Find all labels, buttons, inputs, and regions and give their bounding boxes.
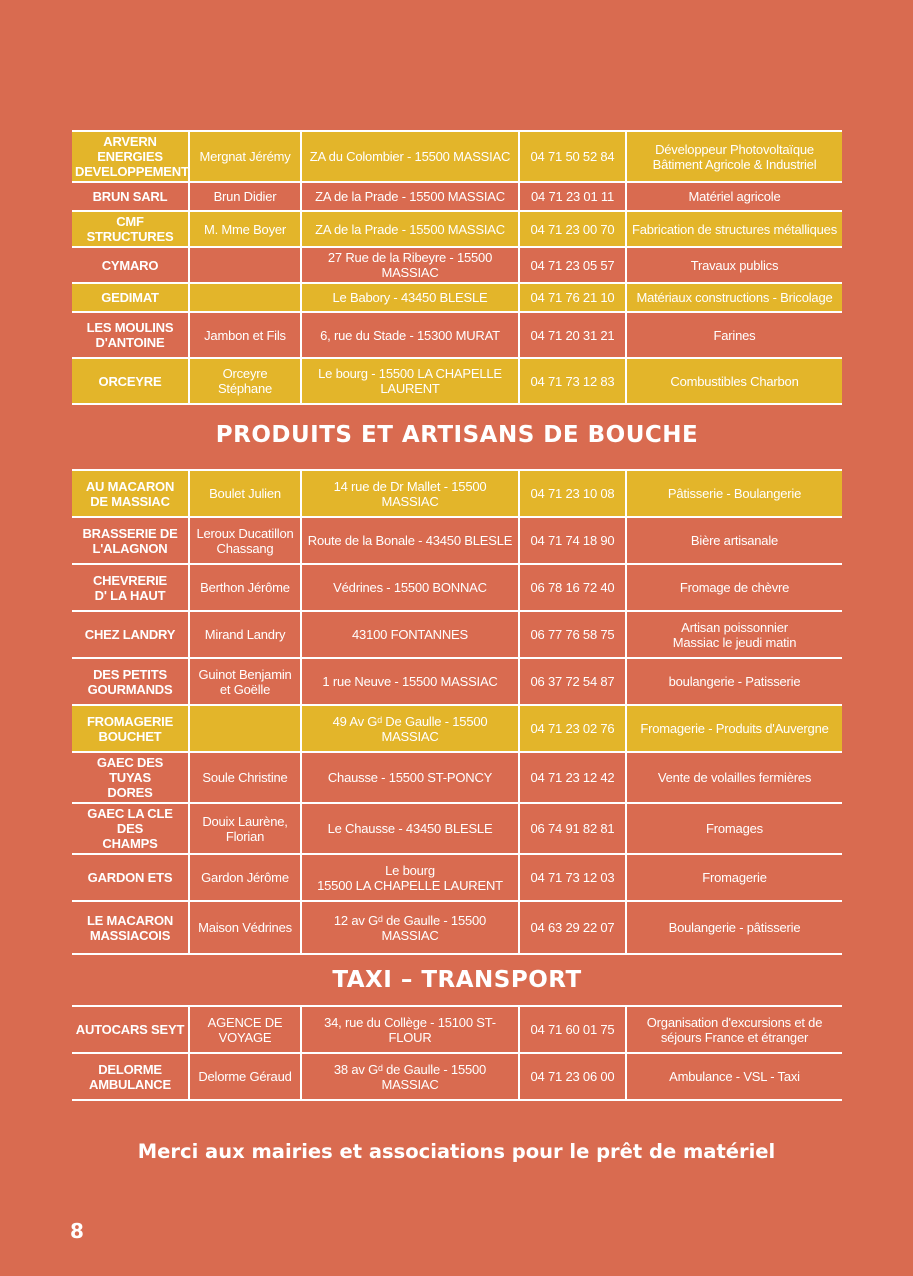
company-name-cell: BRUN SARL: [72, 182, 189, 211]
phone-number-cell: 04 71 23 05 57: [519, 247, 626, 283]
address-cell: Védrines - 15500 BONNAC: [301, 564, 519, 611]
table-row: [72, 470, 842, 517]
company-name-cell: ORCEYRE: [72, 358, 189, 404]
address-cell: ZA de la Prade - 15500 MASSIAC: [301, 182, 519, 211]
company-name-cell: GARDON ETS: [72, 854, 189, 901]
address-cell: Le bourg 15500 LA CHAPELLE LAURENT: [301, 854, 519, 901]
directory-table-produits-bouche: [72, 469, 842, 955]
company-name-cell: GEDIMAT: [72, 283, 189, 312]
contact-name-cell: Soule Christine: [189, 752, 301, 803]
phone-number-cell: 04 71 60 01 75: [519, 1006, 626, 1053]
activity-cell: Matériaux constructions - Bricolage: [626, 283, 842, 312]
activity-cell: Bière artisanale: [626, 517, 842, 564]
company-name-cell: GAEC LA CLE DES CHAMPS: [72, 803, 189, 854]
activity-cell: Fromage de chèvre: [626, 564, 842, 611]
contact-name-cell: M. Mme Boyer: [189, 211, 301, 247]
thanks-message: Merci aux mairies et associations pour le prêt de matériel: [137, 1140, 776, 1163]
section-title-taxi-transport: TAXI – TRANSPORT: [332, 967, 582, 993]
company-name-cell: FROMAGERIE BOUCHET: [72, 705, 189, 752]
contact-name-cell: Berthon Jérôme: [189, 564, 301, 611]
directory-table-industry: [72, 130, 842, 405]
table-row: [72, 1053, 842, 1100]
contact-name-cell: Maison Védrines: [189, 901, 301, 954]
company-name-cell: GAEC DES TUYAS DORES: [72, 752, 189, 803]
phone-number-cell: 04 71 74 18 90: [519, 517, 626, 564]
address-cell: Le bourg - 15500 LA CHAPELLE LAURENT: [301, 358, 519, 404]
table-row: [72, 803, 842, 854]
directory-sheet: [72, 130, 842, 1101]
phone-number-cell: 04 71 23 06 00: [519, 1053, 626, 1100]
table-row: [72, 901, 842, 954]
company-name-cell: LE MACARON MASSIACOIS: [72, 901, 189, 954]
directory-table-taxi-transport: [72, 1005, 842, 1101]
section-title-produits-bouche: PRODUITS ET ARTISANS DE BOUCHE: [215, 422, 699, 448]
address-cell: 1 rue Neuve - 15500 MASSIAC: [301, 658, 519, 705]
phone-number-cell: 04 71 20 31 21: [519, 312, 626, 358]
contact-name-cell: AGENCE DE VOYAGE: [189, 1006, 301, 1053]
address-cell: 14 rue de Dr Mallet - 15500 MASSIAC: [301, 470, 519, 517]
contact-name-cell: Brun Didier: [189, 182, 301, 211]
activity-cell: Fromagerie: [626, 854, 842, 901]
address-cell: Le Chausse - 43450 BLESLE: [301, 803, 519, 854]
page-number: 8: [70, 1219, 84, 1243]
address-cell: 27 Rue de la Ribeyre - 15500 MASSIAC: [301, 247, 519, 283]
contact-name-cell: Leroux Ducatillon Chassang: [189, 517, 301, 564]
activity-cell: boulangerie - Patisserie: [626, 658, 842, 705]
contact-name-cell: Orceyre Stéphane: [189, 358, 301, 404]
company-name-cell: CMF STRUCTURES: [72, 211, 189, 247]
contact-name-cell: Boulet Julien: [189, 470, 301, 517]
activity-cell: Fabrication de structures métalliques: [626, 211, 842, 247]
contact-name-cell: [189, 283, 301, 312]
activity-cell: Organisation d'excursions et de séjours France et étranger: [626, 1006, 842, 1053]
phone-number-cell: 06 37 72 54 87: [519, 658, 626, 705]
phone-number-cell: 06 78 16 72 40: [519, 564, 626, 611]
table-row: [72, 211, 842, 247]
activity-cell: Ambulance - VSL - Taxi: [626, 1053, 842, 1100]
address-cell: 38 av Gᵈ de Gaulle - 15500 MASSIAC: [301, 1053, 519, 1100]
address-cell: Route de la Bonale - 43450 BLESLE: [301, 517, 519, 564]
phone-number-cell: 04 71 23 00 70: [519, 211, 626, 247]
company-name-cell: AUTOCARS SEYT: [72, 1006, 189, 1053]
company-name-cell: CHEVRERIE D' LA HAUT: [72, 564, 189, 611]
table-row: [72, 312, 842, 358]
contact-name-cell: Delorme Géraud: [189, 1053, 301, 1100]
address-cell: ZA de la Prade - 15500 MASSIAC: [301, 211, 519, 247]
table-row: [72, 131, 842, 182]
address-cell: Le Babory - 43450 BLESLE: [301, 283, 519, 312]
activity-cell: Matériel agricole: [626, 182, 842, 211]
contact-name-cell: Gardon Jérôme: [189, 854, 301, 901]
address-cell: 49 Av Gᵈ De Gaulle - 15500 MASSIAC: [301, 705, 519, 752]
activity-cell: Fromages: [626, 803, 842, 854]
table-row: [72, 283, 842, 312]
phone-number-cell: 06 77 76 58 75: [519, 611, 626, 658]
contact-name-cell: [189, 247, 301, 283]
table-row: [72, 752, 842, 803]
activity-cell: Artisan poissonnier Massiac le jeudi matin: [626, 611, 842, 658]
company-name-cell: DELORME AMBULANCE: [72, 1053, 189, 1100]
address-cell: Chausse - 15500 ST-PONCY: [301, 752, 519, 803]
address-cell: ZA du Colombier - 15500 MASSIAC: [301, 131, 519, 182]
phone-number-cell: 04 71 23 01 11: [519, 182, 626, 211]
contact-name-cell: Guinot Benjamin et Goëlle: [189, 658, 301, 705]
table-row: [72, 517, 842, 564]
address-cell: 34, rue du Collège - 15100 ST-FLOUR: [301, 1006, 519, 1053]
activity-cell: Combustibles Charbon: [626, 358, 842, 404]
table-row: [72, 611, 842, 658]
company-name-cell: LES MOULINS D'ANTOINE: [72, 312, 189, 358]
company-name-cell: AU MACARON DE MASSIAC: [72, 470, 189, 517]
phone-number-cell: 04 71 23 12 42: [519, 752, 626, 803]
table-row: [72, 1006, 842, 1053]
activity-cell: Travaux publics: [626, 247, 842, 283]
contact-name-cell: Mirand Landry: [189, 611, 301, 658]
company-name-cell: DES PETITS GOURMANDS: [72, 658, 189, 705]
phone-number-cell: 04 71 73 12 03: [519, 854, 626, 901]
phone-number-cell: 06 74 91 82 81: [519, 803, 626, 854]
table-row: [72, 658, 842, 705]
table-row: [72, 705, 842, 752]
activity-cell: Boulangerie - pâtisserie: [626, 901, 842, 954]
table-row: [72, 854, 842, 901]
contact-name-cell: [189, 705, 301, 752]
activity-cell: Pâtisserie - Boulangerie: [626, 470, 842, 517]
address-cell: 12 av Gᵈ de Gaulle - 15500 MASSIAC: [301, 901, 519, 954]
activity-cell: Farines: [626, 312, 842, 358]
company-name-cell: BRASSERIE DE L'ALAGNON: [72, 517, 189, 564]
address-cell: 6, rue du Stade - 15300 MURAT: [301, 312, 519, 358]
company-name-cell: CYMARO: [72, 247, 189, 283]
contact-name-cell: Douix Laurène, Florian: [189, 803, 301, 854]
activity-cell: Fromagerie - Produits d'Auvergne: [626, 705, 842, 752]
phone-number-cell: 04 63 29 22 07: [519, 901, 626, 954]
activity-cell: Vente de volailles fermières: [626, 752, 842, 803]
table-row: [72, 358, 842, 404]
table-row: [72, 247, 842, 283]
address-cell: 43100 FONTANNES: [301, 611, 519, 658]
table-row: [72, 564, 842, 611]
company-name-cell: ARVERN ENERGIES DEVELOPPEMENT: [72, 131, 189, 182]
contact-name-cell: Mergnat Jérémy: [189, 131, 301, 182]
phone-number-cell: 04 71 23 10 08: [519, 470, 626, 517]
phone-number-cell: 04 71 73 12 83: [519, 358, 626, 404]
phone-number-cell: 04 71 23 02 76: [519, 705, 626, 752]
company-name-cell: CHEZ LANDRY: [72, 611, 189, 658]
activity-cell: Développeur Photovoltaïque Bâtiment Agricole & Industriel: [626, 131, 842, 182]
phone-number-cell: 04 71 50 52 84: [519, 131, 626, 182]
phone-number-cell: 04 71 76 21 10: [519, 283, 626, 312]
contact-name-cell: Jambon et Fils: [189, 312, 301, 358]
table-row: [72, 182, 842, 211]
